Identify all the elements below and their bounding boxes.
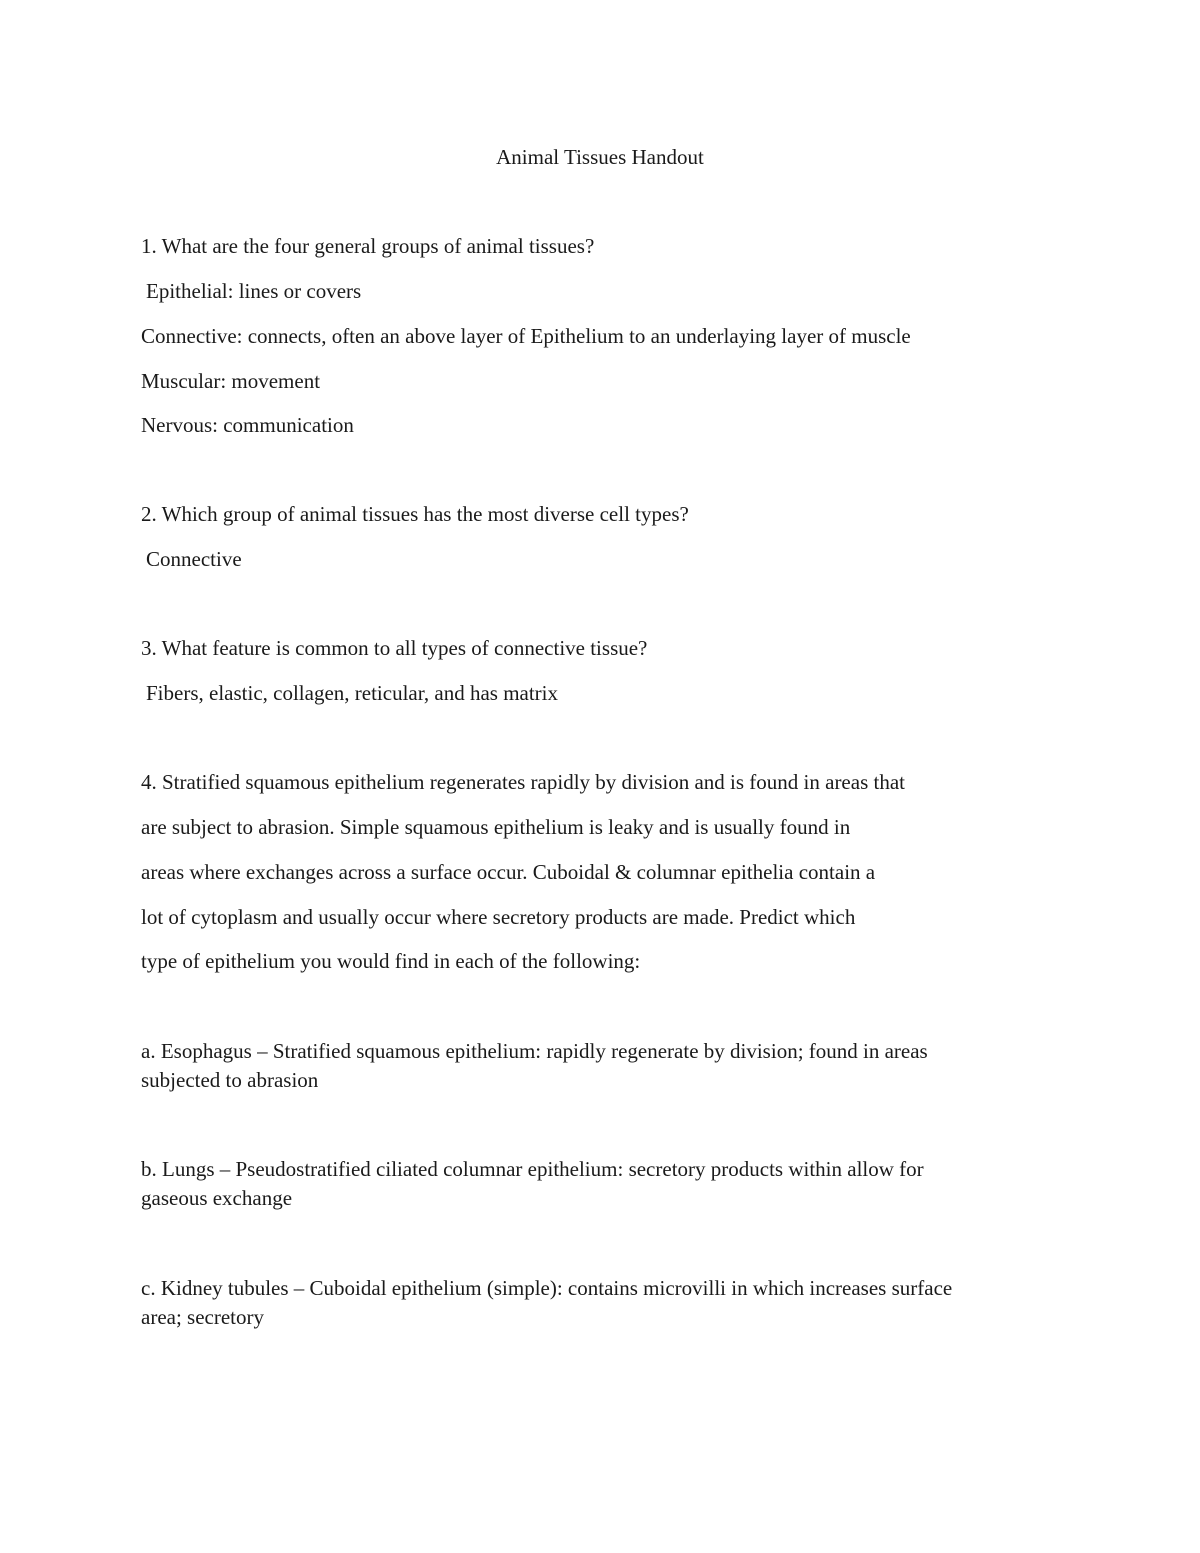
answer-2: Connective <box>146 547 242 571</box>
answer-4c-line: area; secretory <box>141 1305 264 1329</box>
answer-4a-line: a. Esophagus – Stratified squamous epithelium: rapidly regenerate by division; found in areas <box>141 1039 928 1063</box>
answer-4c-line: c. Kidney tubules – Cuboidal epithelium (simple): contains microvilli in which increases surface <box>141 1276 953 1300</box>
question-4-line: lot of cytoplasm and usually occur where secretory products are made. Predict which <box>141 905 856 929</box>
question-3: 3. What feature is common to all types of connective tissue? <box>141 636 648 660</box>
question-4-line: areas where exchanges across a surface occur. Cuboidal & columnar epithelia contain a <box>141 860 876 884</box>
page-title: Animal Tissues Handout <box>496 145 704 169</box>
question-1: 1. What are the four general groups of animal tissues? <box>141 234 595 258</box>
question-4-line: are subject to abrasion. Simple squamous epithelium is leaky and is usually found in <box>141 815 851 839</box>
answer-4a-line: subjected to abrasion <box>141 1068 319 1092</box>
question-2: 2. Which group of animal tissues has the most diverse cell types? <box>141 502 689 526</box>
answer-1-nervous: Nervous: communication <box>141 413 354 437</box>
answer-1-muscular: Muscular: movement <box>141 369 321 393</box>
answer-4b-line: gaseous exchange <box>141 1186 293 1210</box>
question-4-line: 4. Stratified squamous epithelium regenerates rapidly by division and is found in areas that <box>141 770 905 794</box>
answer-1-epithelial: Epithelial: lines or covers <box>146 279 362 303</box>
answer-1-connective: Connective: connects, often an above layer of Epithelium to an underlaying layer of muscle <box>141 324 911 348</box>
answer-4b-line: b. Lungs – Pseudostratified ciliated columnar epithelium: secretory products within allow for <box>141 1157 924 1181</box>
answer-3: Fibers, elastic, collagen, reticular, and has matrix <box>146 681 559 705</box>
question-4-line: type of epithelium you would find in each of the following: <box>141 949 641 973</box>
